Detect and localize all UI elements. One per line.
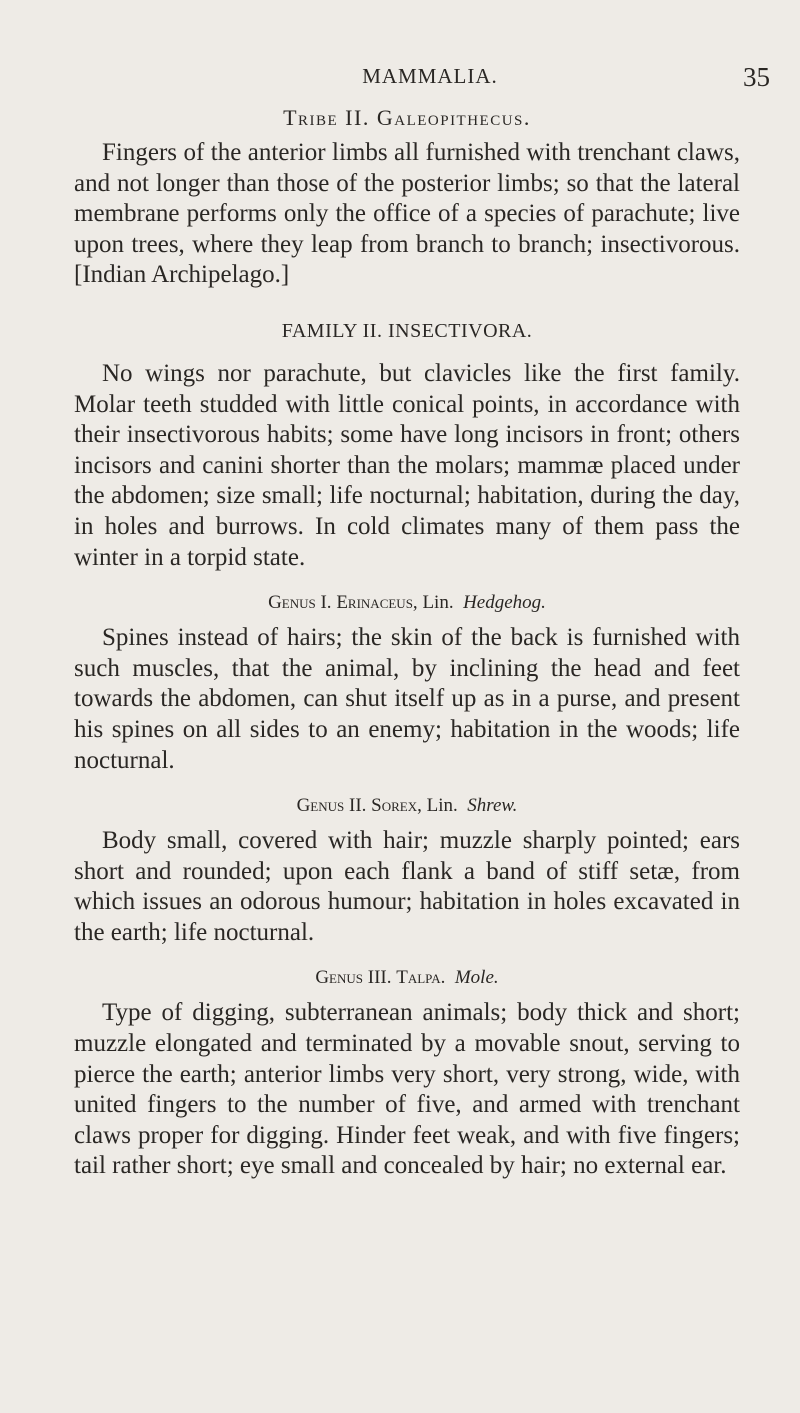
genus-heading-erinaceus	[74, 589, 740, 617]
genus-common-name: Shrew.	[467, 795, 518, 817]
genus-heading-talpa	[74, 964, 740, 992]
tribe-label: Tribe II.	[283, 105, 370, 130]
genus-label: Genus I.	[268, 592, 332, 614]
genus-label: Genus III.	[315, 967, 392, 989]
page-number: 35	[743, 62, 770, 92]
genus-name: Talpa.	[396, 967, 446, 989]
genus-label: Genus II.	[296, 795, 367, 817]
tribe-name: Galeopithecus.	[376, 105, 531, 130]
running-head	[90, 62, 770, 92]
genus-common-name: Mole.	[454, 967, 499, 989]
family-description: No wings nor parachute, but clavicles like the first family. Molar teeth studded with little conical points, in accordance with their insectivorous habits; some have long incisors in front; others incisors and canini shorter than the molars; mammæ placed under the abdomen; size small; life nocturnal; habitation, during the day, in holes and burrows. In cold climates many of them pass the winter in a torpid state.	[74, 359, 740, 571]
running-title: MAMMALIA.	[362, 64, 498, 88]
genus-description-sorex: Body small, covered with hair; muzzle sharply pointed; ears short and rounded; upon each flank a band of stiff setæ, from which issues an odorous humour; habitation in holes excavated in the earth; life nocturnal.	[74, 827, 740, 946]
text-block	[74, 104, 740, 1182]
genus-authority: Lin.	[422, 592, 454, 614]
genus-description-talpa: Type of digging, subterranean animals; body thick and short; muzzle elongated and terminated by a movable snout, serving to pierce the earth; anterior limbs very short, very strong, wide, with united fingers to the number of five, and armed with trenchant claws proper for digging. Hinder feet weak, and with five fingers; tail rather short; eye small and concealed by hair; no external ear.	[74, 999, 740, 1180]
genus-common-name: Hedgehog.	[463, 592, 546, 614]
family-heading: FAMILY II. INSECTIVORA.	[281, 319, 533, 342]
genus-name: Sorex,	[371, 795, 422, 817]
tribe-heading	[74, 104, 740, 132]
genus-authority: Lin.	[426, 795, 458, 817]
tribe-description: Fingers of the anterior limbs all furnished with trenchant claws, and not longer than those of the posterior limbs; so that the lateral membrane performs only the office of a species of parachute; live upon trees, where they leap from branch to branch; insectivorous. [Indian Archipelago.]	[74, 139, 740, 289]
genus-name: Erinaceus,	[336, 592, 418, 614]
genus-description-erinaceus: Spines instead of hairs; the skin of the back is furnished with such muscles, that the animal, by inclining the head and feet towards the abdomen, can shut itself up as in a purse, and present his spines on all sides to an enemy; habitation in the woods; life nocturnal.	[74, 624, 740, 774]
genus-heading-sorex	[74, 792, 740, 820]
